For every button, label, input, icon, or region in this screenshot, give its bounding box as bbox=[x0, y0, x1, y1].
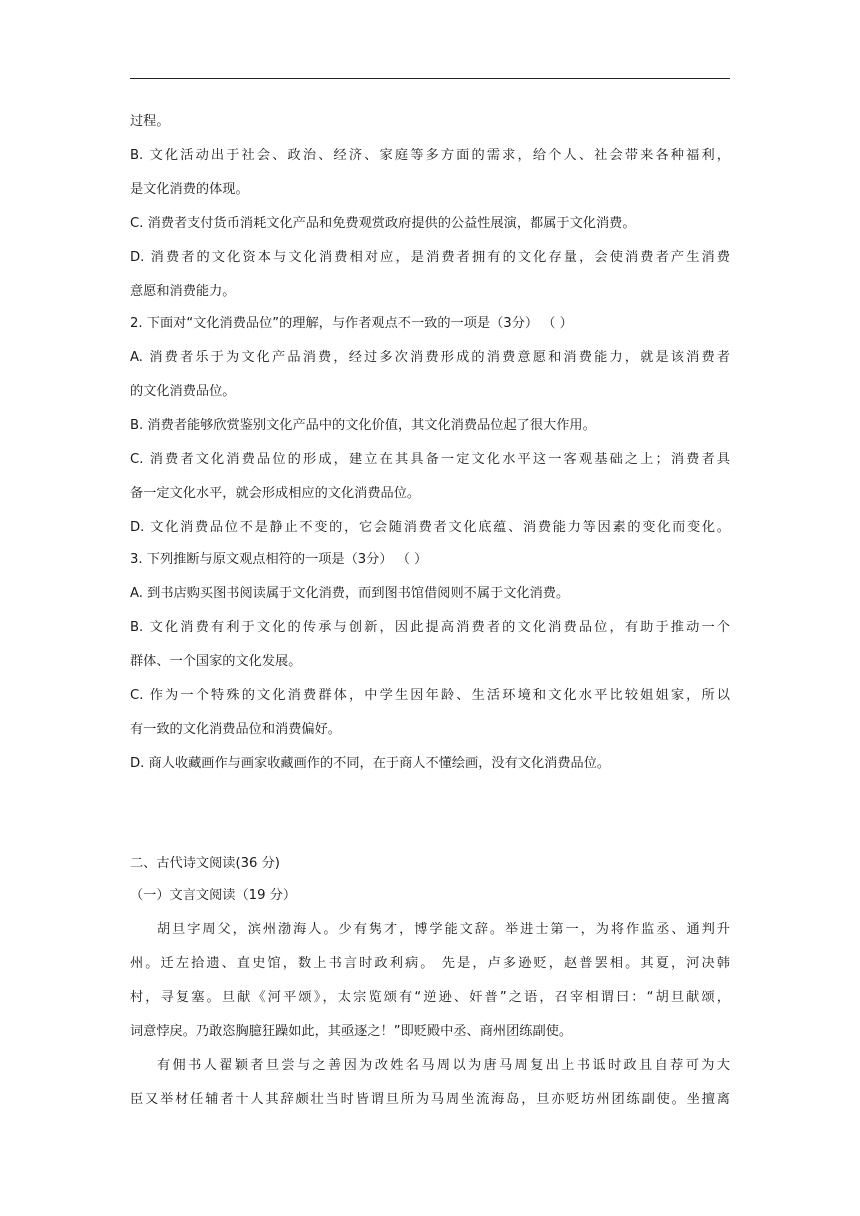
text-line: C. 作为一个特殊的文化消费群体，中学生因年龄、生活环境和文化水平比较姐姐家，所以 bbox=[130, 688, 730, 703]
text-line: 群体、一个国家的文化发展。 bbox=[130, 654, 302, 669]
text-line: B. 文化消费有利于文化的传承与创新，因此提高消费者的文化消费品位，有助于推动一个 bbox=[130, 620, 730, 635]
text-line: C. 消费者文化消费品位的形成，建立在其具备一定文化水平这一客观基础之上；消费者具 bbox=[130, 452, 730, 467]
passage-line: 有佣书人翟颖者旦尝与之善因为改姓名马周以为唐马周复出上书诋时政且自荐可为大 bbox=[157, 1058, 730, 1073]
text-line: A. 到书店购买图书阅读属于文化消费，而到图书馆借阅则不属于文化消费。 bbox=[130, 586, 570, 601]
passage-line: 胡旦字周父，滨州渤海人。少有隽才，博学能文辞。举进士第一，为将作监丞、通判升 bbox=[157, 922, 730, 937]
passage-line: 村，寻复塞。旦献《河平颂》，太宗览颂有“逆逊、奸普”之语，召宰相谓曰：“胡旦献颂， bbox=[130, 990, 730, 1005]
text-line: B. 消费者能够欣赏鉴别文化产品中的文化价值，其文化消费品位起了很大作用。 bbox=[130, 418, 596, 433]
passage-line: 臣又举材任辅者十人其辞颇壮当时皆谓旦所为马周坐流海岛，旦亦贬坊州团练副使。坐擅离 bbox=[130, 1092, 730, 1107]
text-line: C. 消费者支付货币消耗文化产品和免费观赏政府提供的公益性展演，都属于文化消费。 bbox=[130, 216, 636, 231]
question-3: 3. 下列推断与原文观点相符的一项是（3分） （ ） bbox=[130, 552, 428, 567]
question-2: 2. 下面对“文化消费品位”的理解，与作者观点不一致的一项是（3分） （ ） bbox=[130, 316, 573, 331]
passage-line: 词意悖戾。乃敢恣胸臆狂躁如此，其亟逐之！”即贬殿中丞、商州团练副使。 bbox=[130, 1024, 573, 1039]
text-line: 意愿和消费能力。 bbox=[130, 284, 236, 299]
text-line: A. 消费者乐于为文化产品消费，经过多次消费形成的消费意愿和消费能力，就是该消费者 bbox=[130, 350, 730, 365]
text-line: D. 文化消费品位不是静止不变的，它会随消费者文化底蕴、消费能力等因素的变化而变化。 bbox=[130, 520, 730, 535]
text-line: 是文化消费的体现。 bbox=[130, 182, 249, 197]
text-line: B. 文化活动出于社会、政治、经济、家庭等多方面的需求，给个人、社会带来各种福利， bbox=[130, 148, 730, 163]
header-rule bbox=[130, 78, 730, 79]
passage-line: 州。迁左拾遗、直史馆，数上书言时政利病。 先是，卢多逊贬，赵普罢相。其夏，河决韩 bbox=[130, 956, 730, 971]
text-line: 的文化消费品位。 bbox=[130, 384, 236, 399]
section-heading: 二、古代诗文阅读(36 分) bbox=[130, 856, 280, 871]
subsection-heading: （一）文言文阅读（19 分） bbox=[130, 888, 297, 903]
text-line: D. 消费者的文化资本与文化消费相对应，是消费者拥有的文化存量，会使消费者产生消费 bbox=[130, 250, 730, 265]
text-line: 过程。 bbox=[130, 114, 170, 129]
text-line: D. 商人收藏画作与画家收藏画作的不同，在于商人不懂绘画，没有文化消费品位。 bbox=[130, 756, 611, 771]
text-line: 备一定文化水平，就会形成相应的文化消费品位。 bbox=[130, 486, 421, 501]
text-line: 有一致的文化消费品位和消费偏好。 bbox=[130, 722, 341, 737]
